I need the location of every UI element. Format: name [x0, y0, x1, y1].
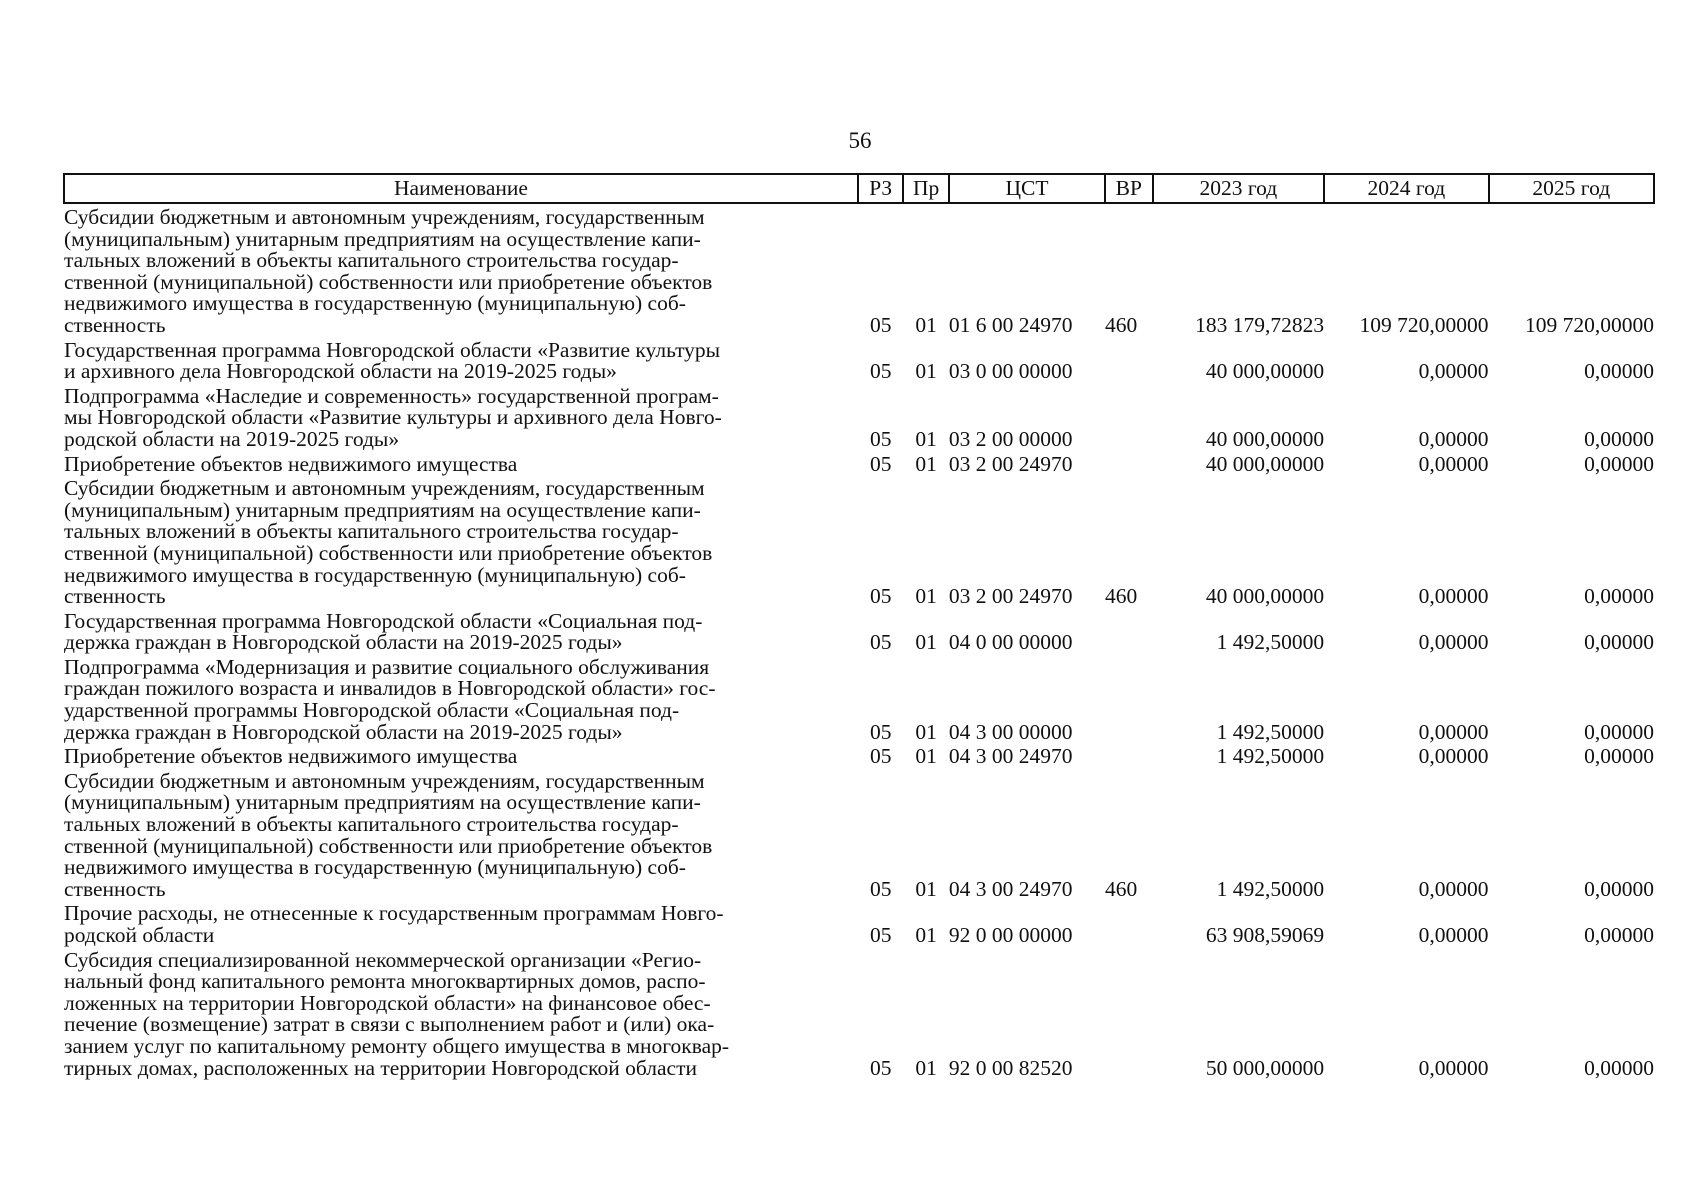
row-2025: 0,00000	[1584, 1055, 1654, 1080]
row-name-line: Прочие расходы, не отнесенные к государственным программам Новго-	[64, 901, 724, 926]
header-2024: 2024 год	[1324, 174, 1488, 203]
row-vr	[1105, 903, 1153, 946]
row-2023: 63 908,59069	[1205, 923, 1325, 947]
row-name	[64, 451, 858, 476]
row-name	[64, 478, 858, 608]
header-cst: ЦСТ	[949, 174, 1105, 203]
table-row	[64, 950, 1654, 1080]
row-name-line: ударственной программы Новгородской области «Социальная под-	[64, 698, 680, 723]
row-rz: 05	[869, 359, 892, 384]
row-name-line: держка граждан в Новгородской области на 2019-2025 годы»	[64, 719, 623, 744]
row-vr	[1105, 386, 1153, 451]
row-2023: 40 000,00000	[1205, 584, 1325, 609]
row-cst: 04 3 00 24970	[948, 876, 1073, 901]
row-name	[64, 947, 858, 1080]
row-name-line: недвижимого имущества в государственную (муниципальную) соб-	[64, 855, 686, 880]
row-name-line: печение (возмещение) затрат в связи с выполнением работ и (или) ока-	[64, 1012, 715, 1037]
row-pr: 01	[915, 630, 937, 655]
row-2023: 1 492,50000	[1216, 630, 1325, 655]
row-cst: 03 0 00 00000	[948, 359, 1073, 384]
row-pr: 01	[915, 876, 937, 901]
row-cst: 92 0 00 82520	[948, 1055, 1073, 1080]
row-2024: 0,00000	[1418, 719, 1489, 744]
row-pr: 01	[915, 451, 937, 476]
row-name-line: ственной (муниципальной) собственности или приобретение объектов	[64, 540, 713, 565]
row-2025: 0,00000	[1584, 451, 1654, 476]
row-cst: 04 3 00 24970	[948, 744, 1073, 769]
header-rz: РЗ	[858, 174, 903, 203]
row-vr: 460	[1105, 312, 1138, 337]
row-name	[64, 207, 858, 337]
table-row	[64, 903, 1654, 946]
row-vr	[1105, 454, 1153, 476]
row-pr: 01	[915, 744, 937, 769]
table-body	[64, 203, 1654, 1082]
row-2023: 40 000,00000	[1205, 426, 1325, 451]
row-name-line: нальный фонд капитального ремонта многоквартирных домов, распо-	[64, 969, 706, 994]
table-row	[64, 340, 1654, 383]
table-row	[64, 611, 1654, 654]
row-2024: 0,00000	[1418, 1055, 1489, 1080]
header-2023: 2023 год	[1153, 174, 1325, 203]
row-name-line: (муниципальным) унитарным предприятиям на осуществление капи-	[64, 497, 701, 522]
row-rz: 05	[869, 923, 892, 947]
row-rz: 05	[869, 312, 892, 337]
row-name-line: Субсидия специализированной некоммерческой организации «Регио-	[64, 947, 702, 972]
row-2023: 183 179,72823	[1195, 312, 1325, 337]
row-2025: 0,00000	[1584, 876, 1654, 901]
row-name-line: мы Новгородской области «Развитие культуры и архивного дела Новго-	[64, 405, 722, 430]
row-vr	[1105, 950, 1153, 1080]
row-name-line: ственной (муниципальной) собственности или приобретение объектов	[64, 269, 713, 294]
row-2024: 0,00000	[1418, 359, 1489, 384]
row-2024: 0,00000	[1418, 876, 1489, 901]
row-rz: 05	[869, 719, 892, 744]
row-cst: 03 2 00 00000	[948, 426, 1073, 451]
table-row	[64, 478, 1654, 608]
row-name-line: тальных вложений в объекты капитального строительства государ-	[64, 812, 679, 837]
row-pr: 01	[915, 719, 937, 744]
header-2025: 2025 год	[1489, 174, 1654, 203]
table-row	[64, 454, 1654, 476]
row-vr	[1105, 340, 1153, 383]
row-name-line: тальных вложений в объекты капитального строительства государ-	[64, 248, 679, 273]
row-vr: 460	[1105, 876, 1138, 901]
row-name-line: Субсидии бюджетным и автономным учреждениям, государственным	[64, 476, 705, 501]
table-row	[64, 771, 1654, 901]
row-name-line: ственность	[64, 312, 166, 337]
row-2024: 109 720,00000	[1359, 312, 1489, 337]
row-name-line: ственность	[64, 876, 166, 901]
row-name-line: Субсидии бюджетным и автономным учреждениям, государственным	[64, 205, 705, 229]
row-name-line: Приобретение объектов недвижимого имущества	[64, 744, 518, 769]
row-vr	[1105, 746, 1153, 768]
row-rz: 05	[869, 744, 892, 769]
row-name	[64, 654, 858, 744]
row-name-line: ложенных на территории Новгородской области» на финансовое обес-	[64, 990, 711, 1015]
header-name: Наименование	[64, 174, 858, 203]
table-header-row	[64, 174, 1654, 203]
row-cst: 01 6 00 24970	[948, 312, 1073, 337]
table-spacer	[64, 1079, 1654, 1082]
header-vr: ВР	[1105, 174, 1153, 203]
row-name-line: недвижимого имущества в государственную (муниципальную) соб-	[64, 562, 686, 587]
header-pr: Пр	[903, 174, 948, 203]
row-pr: 01	[915, 359, 937, 384]
row-name-line: ственной (муниципальной) собственности или приобретение объектов	[64, 833, 713, 858]
row-2024: 0,00000	[1418, 451, 1489, 476]
row-2025: 0,00000	[1584, 426, 1654, 451]
table-row	[64, 746, 1654, 768]
row-name	[64, 903, 858, 946]
row-name-line: Подпрограмма «Наследие и современность» государственной програм-	[64, 383, 719, 408]
row-cst: 03 2 00 24970	[948, 584, 1073, 609]
row-pr: 01	[915, 923, 937, 947]
row-2025: 109 720,00000	[1525, 312, 1654, 337]
row-vr: 460	[1105, 584, 1138, 609]
table-row	[64, 657, 1654, 743]
row-2024: 0,00000	[1418, 923, 1489, 947]
row-name-line: родской области	[64, 923, 215, 947]
table-row	[64, 207, 1654, 337]
row-cst: 04 0 00 00000	[948, 630, 1073, 655]
row-2024: 0,00000	[1418, 630, 1489, 655]
page-number: 56	[848, 128, 872, 153]
row-cst: 04 3 00 00000	[948, 719, 1073, 744]
row-name	[64, 746, 858, 768]
row-2025: 0,00000	[1584, 584, 1654, 609]
row-name-line: Субсидии бюджетным и автономным учреждениям, государственным	[64, 768, 705, 793]
row-pr: 01	[915, 584, 937, 609]
row-vr	[1105, 611, 1153, 654]
row-2025: 0,00000	[1584, 719, 1654, 744]
row-2025: 0,00000	[1584, 359, 1654, 384]
row-rz: 05	[869, 584, 892, 609]
row-pr: 01	[915, 312, 937, 337]
row-2025: 0,00000	[1584, 630, 1654, 655]
row-rz: 05	[869, 451, 892, 476]
row-2025: 0,00000	[1584, 923, 1654, 947]
row-name-line: (муниципальным) унитарным предприятиям на осуществление капи-	[64, 790, 701, 815]
row-name-line: родской области на 2019-2025 годы»	[64, 426, 400, 451]
budget-table	[63, 173, 1655, 1082]
row-2025: 0,00000	[1584, 744, 1654, 769]
row-name-line: недвижимого имущества в государственную (муниципальную) соб-	[64, 291, 686, 316]
row-rz: 05	[869, 876, 892, 901]
row-rz: 05	[869, 1055, 892, 1080]
row-name-line: занием услуг по капитальному ремонту общего имущества в многоквар-	[64, 1033, 730, 1058]
table-row	[64, 386, 1654, 451]
row-rz: 05	[869, 426, 892, 451]
row-name-line: Приобретение объектов недвижимого имущества	[64, 451, 518, 476]
row-cst: 92 0 00 00000	[948, 923, 1073, 947]
row-name-line: держка граждан в Новгородской области на 2019-2025 годы»	[64, 630, 623, 655]
row-2023: 1 492,50000	[1216, 719, 1325, 744]
row-name-line: ственность	[64, 584, 166, 609]
row-name-line: Государственная программа Новгородской области «Социальная под-	[64, 608, 703, 633]
row-pr: 01	[915, 426, 937, 451]
row-2023: 40 000,00000	[1205, 451, 1325, 476]
row-pr: 01	[915, 1055, 937, 1080]
row-2023: 1 492,50000	[1216, 876, 1325, 901]
row-name	[64, 608, 858, 655]
row-name	[64, 768, 858, 901]
row-name-line: граждан пожилого возраста и инвалидов в Новгородской области» гос-	[64, 676, 716, 701]
row-2023: 40 000,00000	[1205, 359, 1325, 384]
row-name	[64, 383, 858, 451]
row-2023: 50 000,00000	[1205, 1055, 1325, 1080]
row-2024: 0,00000	[1418, 744, 1489, 769]
row-name-line: тальных вложений в объекты капитального строительства государ-	[64, 519, 679, 544]
row-cst: 03 2 00 24970	[948, 451, 1073, 476]
row-2023: 1 492,50000	[1216, 744, 1325, 769]
row-2024: 0,00000	[1418, 584, 1489, 609]
row-name-line: Подпрограмма «Модернизация и развитие социального обслуживания	[64, 654, 710, 679]
row-name-line: Государственная программа Новгородской области «Развитие культуры	[64, 337, 721, 362]
row-2024: 0,00000	[1418, 426, 1489, 451]
row-rz: 05	[869, 630, 892, 655]
row-name-line: (муниципальным) унитарным предприятиям на осуществление капи-	[64, 226, 701, 251]
row-name-line: и архивного дела Новгородской области на 2019-2025 годы»	[64, 359, 617, 384]
row-name	[64, 337, 858, 384]
row-vr	[1105, 657, 1153, 743]
row-name-line: тирных домах, расположенных на территории Новгородской области	[64, 1055, 698, 1080]
